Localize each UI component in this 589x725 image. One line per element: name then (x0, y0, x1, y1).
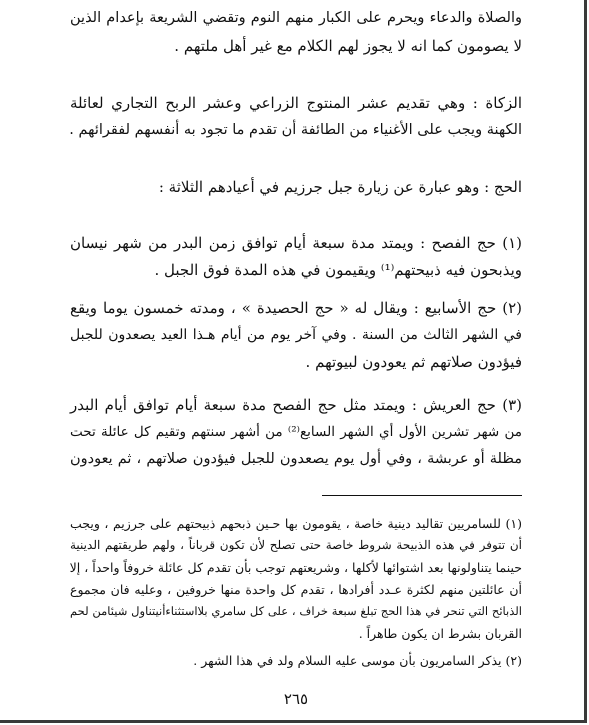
list-item-tabernacles: (٣) حج العريش : ويمتد مثل حج الفصح مدة سبعة أيام توافق أيام البدر (70, 396, 522, 414)
hajj-heading-line: الحج : وهو عبارة عن زيارة جبل جرزيم في أعيادهم الثلاثة : (158, 178, 522, 196)
footnote-line: أن عائلتين منهم لكثرة عـدد أفرادها ، تقدم كل واحدة منها خروفين ، وعليه فان مجموع (70, 582, 522, 597)
footnote-line: الذبائح التي تنحر في هذا الحج تبلغ سبعة خراف ، على كل سامري بلااستثناءأنيتناول شيئامن لحم (70, 604, 522, 618)
footnote-line: القربان بشرط ان يكون طاهراً . (358, 626, 522, 641)
body-line: لا يصومون كما انه لا يجوز لهم الكلام مع غير أهل ملتهم . (174, 37, 522, 55)
body-line: الكهنة ويجب على الأغنياء من الطائفة أن تقدم ما تجود به أنفسهم لفقرائهم . (69, 122, 522, 138)
footnote-separator (322, 495, 522, 496)
body-line: في الشهر الثالث من السنة . وفي آخر يوم من أيام هـذا العيد يصعدون للجبل (70, 327, 522, 343)
body-line: فيؤدون صلاتهم ثم يعودون لبيوتهم . (305, 353, 522, 371)
page-number: ٢٦٥ (283, 690, 309, 708)
footnote-line: (١) للسامريين تقاليد دينية خاصة ، يقومون بها حـين ذبحهم ذبيحتهم على جرزيم ، ويجب (70, 516, 522, 531)
body-line: مظلة أو عربشة ، وفي أول يوم يصعدون للجبل فيؤدون صلاتهم ، ثم يعودون (70, 451, 522, 467)
list-item-weeks: (٢) حج الأسابيع : ويقال له « حج الحصيدة » ، ومدته خمسون يوما ويقع (70, 299, 522, 317)
zakat-heading-line: الزكاة : وهي تقديم عشر المنتوج الزراعي وعشر الربح التجاري لعائلة (70, 94, 522, 112)
body-line: ويذبحون فيه ذبيحتهم⁽¹⁾ ويقيمون في هذه المدة فوق الجبل . (154, 261, 522, 279)
body-line: والصلاة والدعاء ويحرم على الكبار منهم النوم وتقضي الشريعة بإعدام الذين (70, 10, 522, 26)
footnote-line: حينما يتناولونها بعد اشتوائها لأكلها ، وشريعتهم توجب بأن تقدم كل عائلة خروفاً واحداً ، إلا (69, 560, 522, 575)
footnote-line: أن تتوفر في هذه الذبيحة شروط خاصة حتى تصلح لأن تكون قرباناً ، ولهم طريقتهم الدينية (70, 538, 522, 552)
book-page (70, 0, 522, 725)
footnote-line: (٢) يذكر السامريون بأن موسى عليه السلام ولد في هذا الشهر . (193, 653, 522, 668)
body-line: من شهر تشرين الأول أي الشهر السابع⁽²⁾ من أشهر سنتهم وتقيم كل عائلة تحت (70, 424, 522, 440)
list-item-passover: (١) حج الفصح : ويمتد مدة سبعة أيام توافق زمن البدر من شهر نيسان (70, 234, 522, 252)
